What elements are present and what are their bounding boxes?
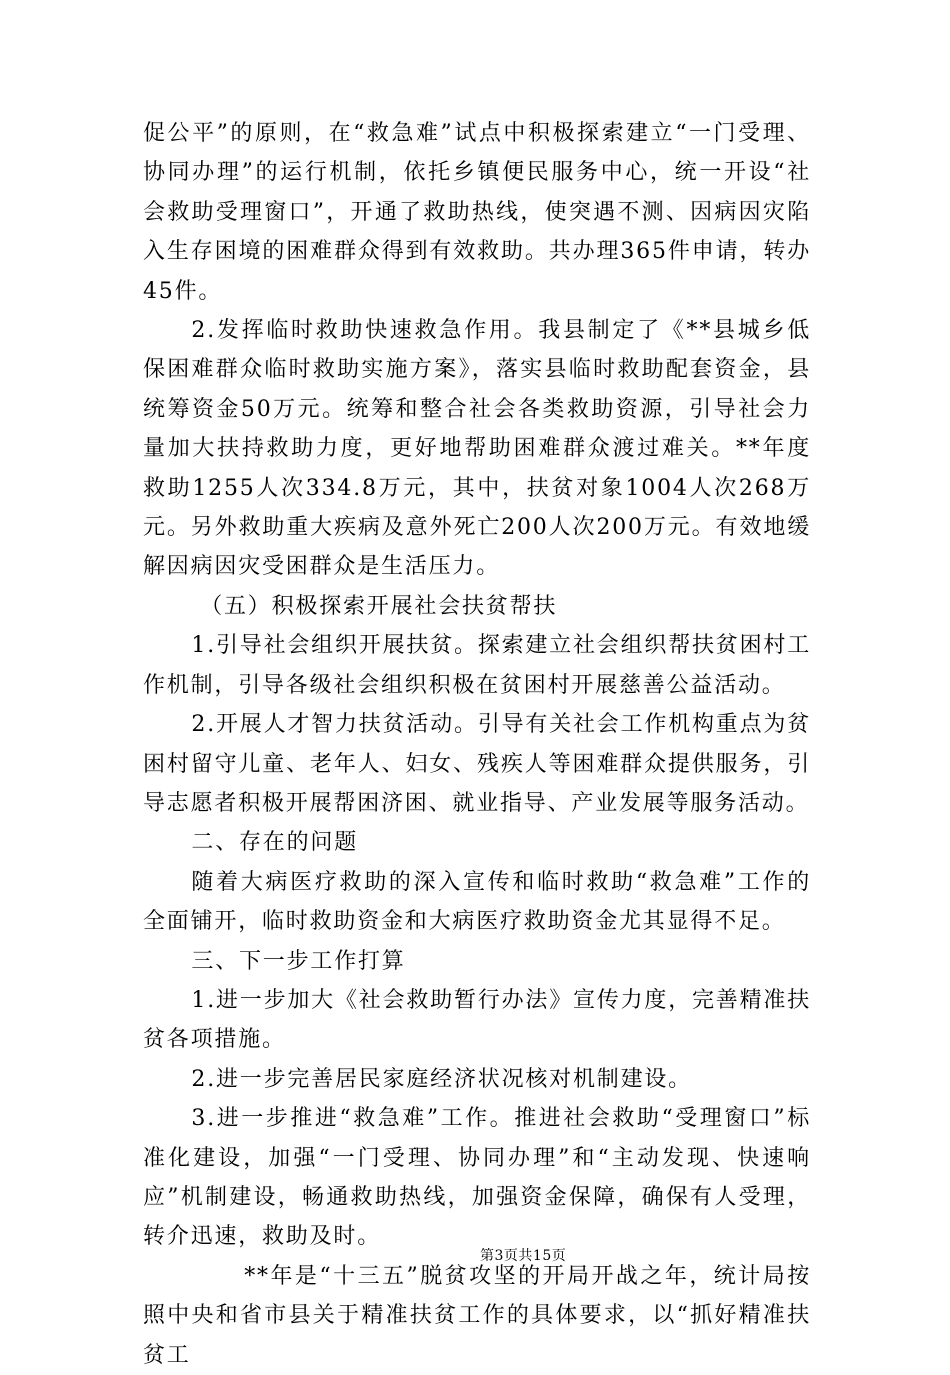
section-heading-next-steps: 三、下一步工作打算 (191, 948, 406, 974)
paragraph-next-step-3: 3.进一步推进“救急难”工作。推进社会救助“受理窗口”标准化建设，加强“一门受理、协同办理”和“主动发现、快速响应”机制建设，畅通救助热线，加强资金保障，确保有人受理，转介迅速，救助及时。 (143, 1106, 811, 1250)
paragraph-talent-aid: 2.开展人才智力扶贫活动。引导有关社会工作机构重点为贫困村留守儿童、老年人、妇女、残疾人等困难群众提供服务，引导志愿者积极开展帮困济困、就业指导、产业发展等服务活动。 (143, 712, 811, 816)
section-heading-problems: 二、存在的问题 (191, 830, 358, 856)
paragraph-continued: 促公平”的原则，在“救急难”试点中积极探索建立“一门受理、协同办理”的运行机制，依托乡镇便民服务中心，统一开设“社会救助受理窗口”，开通了救助热线，使突遇不测、因病因灾陷入生存困境的困难群众得到有效救助。共办理365件申请，转办45件。 (143, 121, 811, 304)
paragraph-next-step-1: 1.进一步加大《社会救助暂行办法》宣传力度，完善精准扶贫各项措施。 (143, 987, 811, 1053)
paragraph-next-step-2: 2.进一步完善居民家庭经济状况核对机制建设。 (191, 1066, 692, 1092)
page-number-footer: 第3页共15页 (480, 1248, 567, 1264)
section-heading-social-poverty-aid: （五）积极探索开展社会扶贫帮扶 (200, 593, 558, 619)
paragraph-temporary-relief: 2.发挥临时救助快速救急作用。我县制定了《**县城乡低保困难群众临时救助实施方案》，落实县临时救助配套资金，县统筹资金50万元。统筹和整合社会各类救助资源，引导社会力量加大扶持救助力度，更好地帮助困难群众渡过难关。**年度救助1255人次334.8万元，其中，扶贫对象1004人次268万元。另外救助重大疾病及意外死亡200人次200万元。有效地缓解因病因灾受困群众是生活压力。 (143, 318, 811, 580)
document-body (143, 114, 811, 1375)
paragraph-problems: 随着大病医疗救助的深入宣传和临时救助“救急难”工作的全面铺开，临时救助资金和大病医疗救助资金尤其显得不足。 (143, 869, 811, 935)
paragraph-social-organizations: 1.引导社会组织开展扶贫。探索建立社会组织帮扶贫困村工作机制，引导各级社会组织积极在贫困村开展慈善公益活动。 (143, 633, 811, 698)
paragraph-statistics-bureau: **年是“十三五”脱贫攻坚的开局开战之年，统计局按照中央和省市县关于精准扶贫工作的具体要求，以“抓好精准扶贫工 (143, 1263, 811, 1368)
